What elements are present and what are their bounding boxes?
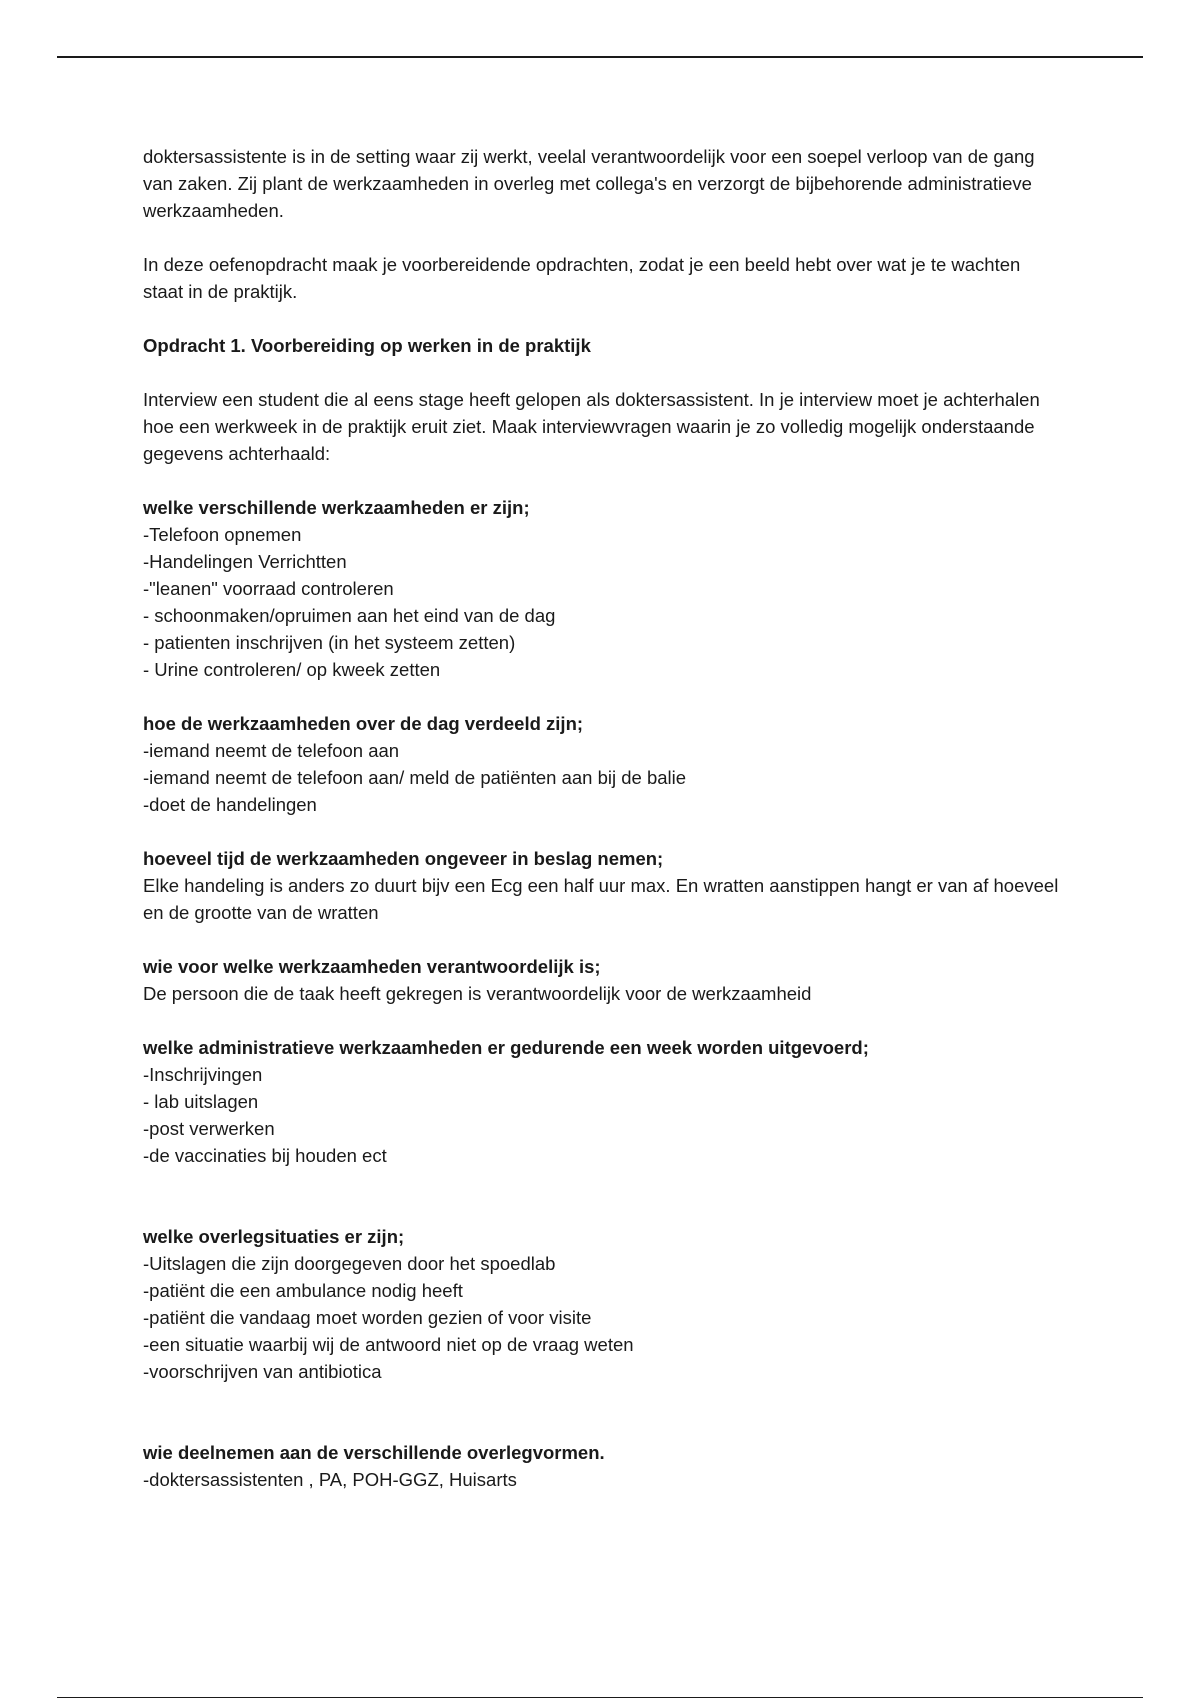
- section-consultation: [143, 1223, 1063, 1385]
- list-item: -patiënt die vandaag moet worden gezien of voor visite: [143, 1307, 592, 1328]
- list-item: -Telefoon opnemen: [143, 524, 302, 545]
- list-item: -post verwerken: [143, 1118, 275, 1139]
- list-item: -de vaccinaties bij houden ect: [143, 1145, 387, 1166]
- section-heading: wie deelnemen aan de verschillende overlegvormen.: [143, 1442, 605, 1463]
- intro-paragraph: In deze oefenopdracht maak je voorbereidende opdrachten, zodat je een beeld hebt over wat je te wachten staat in de praktijk.: [143, 254, 1021, 302]
- list-item: - lab uitslagen: [143, 1091, 259, 1112]
- participants-list: [143, 1466, 1063, 1493]
- section-heading: hoe de werkzaamheden over de dag verdeeld zijn;: [143, 713, 584, 734]
- section-distribution: [143, 710, 1063, 818]
- list-item: -Inschrijvingen: [143, 1064, 263, 1085]
- list-item: -voorschrijven van antibiotica: [143, 1361, 382, 1382]
- section-text: De persoon die de taak heeft gekregen is verantwoordelijk voor de werkzaamheid: [143, 983, 812, 1004]
- administrative-list: [143, 1061, 1063, 1169]
- section-time: [143, 845, 1063, 926]
- section-heading: welke administratieve werkzaamheden er gedurende een week worden uitgevoerd;: [143, 1037, 869, 1058]
- section-tasks: [143, 494, 1063, 683]
- assignment-title: Opdracht 1. Voorbereiding op werken in de praktijk: [143, 335, 591, 356]
- section-responsibility: [143, 953, 1063, 1007]
- consultation-list: [143, 1250, 1063, 1385]
- tasks-list: [143, 521, 1063, 683]
- list-item: -"leanen" voorraad controleren: [143, 578, 394, 599]
- list-item: -doet de handelingen: [143, 794, 317, 815]
- list-item: - schoonmaken/opruimen aan het eind van de dag: [143, 605, 556, 626]
- list-item: -een situatie waarbij wij de antwoord niet op de vraag weten: [143, 1334, 634, 1355]
- list-item: -iemand neemt de telefoon aan/ meld de patiënten aan bij de balie: [143, 767, 687, 788]
- intro-paragraph: doktersassistente is in de setting waar zij werkt, veelal verantwoordelijk voor een soepel verloop van de gang van zaken. Zij plant de werkzaamheden in overleg met collega's en verzorgt de bijbehorende administratieve werkzaamheden.: [143, 146, 1035, 221]
- list-item: -doktersassistenten , PA, POH-GGZ, Huisarts: [143, 1469, 517, 1490]
- document-body: [143, 143, 1063, 1520]
- section-heading: wie voor welke werkzaamheden verantwoordelijk is;: [143, 956, 601, 977]
- section-heading: welke verschillende werkzaamheden er zijn;: [143, 497, 530, 518]
- section-administrative: [143, 1034, 1063, 1169]
- section-text: Elke handeling is anders zo duurt bijv een Ecg een half uur max. En wratten aanstippen hangt er van af hoeveel en de grootte van de wratten: [143, 875, 1059, 923]
- list-item: - Urine controleren/ op kweek zetten: [143, 659, 441, 680]
- assignment-description: Interview een student die al eens stage heeft gelopen als doktersassistent. In je interview moet je achterhalen hoe een werkweek in de praktijk eruit ziet. Maak interviewvragen waarin je zo volledig mogelijk onderstaande gegevens achterhaald:: [143, 389, 1040, 464]
- header-rule: [57, 56, 1143, 58]
- list-item: -patiënt die een ambulance nodig heeft: [143, 1280, 463, 1301]
- distribution-list: [143, 737, 1063, 818]
- section-heading: hoeveel tijd de werkzaamheden ongeveer in beslag nemen;: [143, 848, 664, 869]
- list-item: -Handelingen Verrichtten: [143, 551, 347, 572]
- list-item: -iemand neemt de telefoon aan: [143, 740, 400, 761]
- list-item: - patienten inschrijven (in het systeem zetten): [143, 632, 516, 653]
- footer-rule: [57, 1697, 1143, 1698]
- section-participants: [143, 1439, 1063, 1493]
- list-item: -Uitslagen die zijn doorgegeven door het spoedlab: [143, 1253, 556, 1274]
- section-heading: welke overlegsituaties er zijn;: [143, 1226, 405, 1247]
